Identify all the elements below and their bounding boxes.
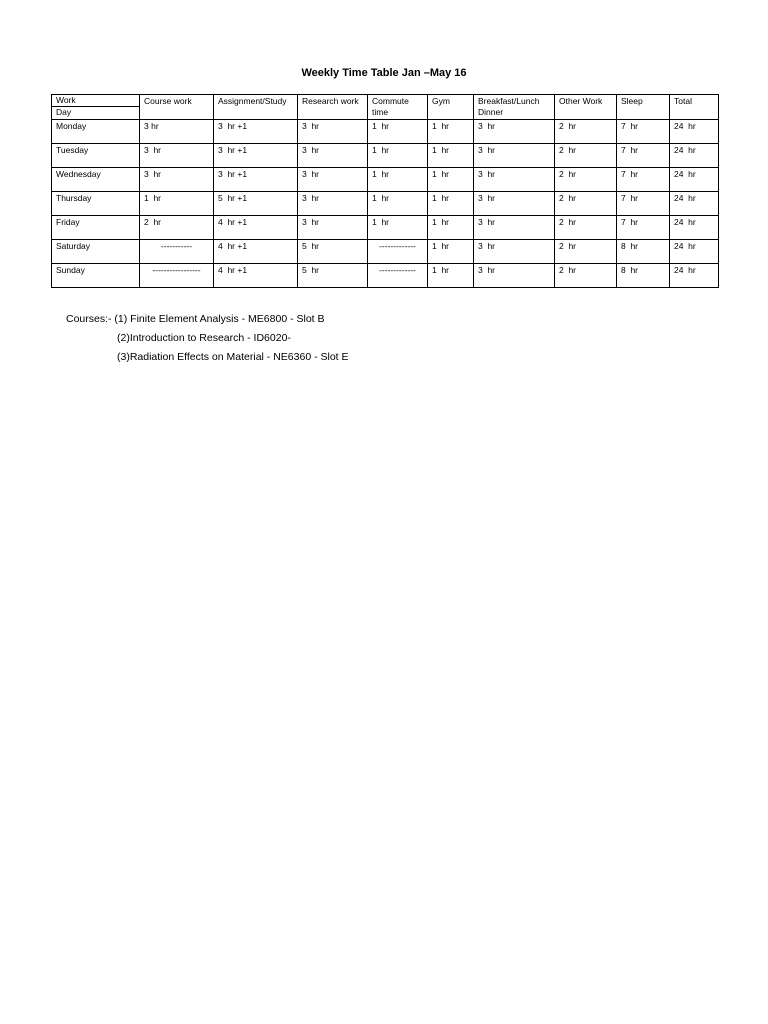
- table-cell: 3 hr: [474, 216, 555, 240]
- table-cell: 1 hr: [368, 168, 428, 192]
- table-row: [52, 144, 719, 168]
- table-cell: 3 hr: [298, 216, 368, 240]
- table-cell: 5 hr +1: [214, 192, 298, 216]
- table-cell: 1 hr: [140, 192, 214, 216]
- day-cell: Sunday: [52, 264, 140, 288]
- table-row: [52, 264, 719, 288]
- table-cell: 8 hr: [617, 264, 670, 288]
- table-cell: 7 hr: [617, 168, 670, 192]
- table-cell: 8 hr: [617, 240, 670, 264]
- table-cell: -------------: [368, 264, 428, 288]
- table-cell: 1 hr: [428, 264, 474, 288]
- table-cell: 24 hr: [670, 216, 719, 240]
- table-cell: 1 hr: [428, 144, 474, 168]
- table-cell: 24 hr: [670, 120, 719, 144]
- table-cell: -------------: [368, 240, 428, 264]
- work-header-label: Work: [52, 95, 139, 107]
- table-cell: 24 hr: [670, 264, 719, 288]
- table-cell: 3 hr: [140, 120, 214, 144]
- table-cell: 7 hr: [617, 216, 670, 240]
- day-cell: Saturday: [52, 240, 140, 264]
- day-cell: Wednesday: [52, 168, 140, 192]
- table-cell: 3 hr: [474, 168, 555, 192]
- day-cell: Thursday: [52, 192, 140, 216]
- table-cell: 3 hr: [474, 240, 555, 264]
- table-cell: 3 hr: [474, 120, 555, 144]
- timetable: [51, 94, 719, 288]
- table-row: [52, 216, 719, 240]
- table-cell: 2 hr: [555, 120, 617, 144]
- column-header: Research work: [298, 95, 368, 120]
- course-line-1: Courses:- (1) Finite Element Analysis - ME6800 - Slot B: [66, 313, 325, 325]
- table-cell: 2 hr: [555, 240, 617, 264]
- table-cell: 24 hr: [670, 144, 719, 168]
- table-row: [52, 120, 719, 144]
- table-cell: 3 hr +1: [214, 144, 298, 168]
- table-cell: 1 hr: [368, 144, 428, 168]
- day-cell: Tuesday: [52, 144, 140, 168]
- table-cell: 2 hr: [555, 264, 617, 288]
- course-line-3: (3)Radiation Effects on Material - NE6360 - Slot E: [117, 351, 349, 363]
- table-cell: 4 hr +1: [214, 216, 298, 240]
- table-cell: 2 hr: [555, 168, 617, 192]
- table-row: [52, 168, 719, 192]
- table-cell: 7 hr: [617, 120, 670, 144]
- table-cell: 3 hr: [474, 264, 555, 288]
- table-cell: 3 hr: [298, 144, 368, 168]
- table-cell: 3 hr: [140, 144, 214, 168]
- table-cell: 24 hr: [670, 192, 719, 216]
- table-cell: 3 hr: [298, 192, 368, 216]
- table-cell: 7 hr: [617, 192, 670, 216]
- table-cell: 1 hr: [428, 240, 474, 264]
- table-cell: 1 hr: [428, 120, 474, 144]
- table-cell: 3 hr +1: [214, 168, 298, 192]
- table-cell: 2 hr: [555, 192, 617, 216]
- table-cell: 5 hr: [298, 264, 368, 288]
- column-header: Gym: [428, 95, 474, 120]
- column-header: Course work: [140, 95, 214, 120]
- table-cell: 3 hr: [298, 168, 368, 192]
- column-header: Other Work: [555, 95, 617, 120]
- table-cell: 3 hr +1: [214, 120, 298, 144]
- table-cell: 3 hr: [474, 192, 555, 216]
- column-header: Total: [670, 95, 719, 120]
- table-cell: 4 hr +1: [214, 240, 298, 264]
- table-cell: 24 hr: [670, 168, 719, 192]
- table-cell: 2 hr: [555, 144, 617, 168]
- table-cell: 5 hr: [298, 240, 368, 264]
- table-cell: 2 hr: [140, 216, 214, 240]
- header-row: [52, 95, 719, 120]
- table-cell: 24 hr: [670, 240, 719, 264]
- table-cell: 1 hr: [368, 120, 428, 144]
- table-cell: 3 hr: [298, 120, 368, 144]
- day-cell: Monday: [52, 120, 140, 144]
- table-cell: 3 hr: [474, 144, 555, 168]
- column-header: Sleep: [617, 95, 670, 120]
- table-cell: -----------------: [140, 264, 214, 288]
- table-cell: 1 hr: [428, 168, 474, 192]
- table-cell: 1 hr: [368, 216, 428, 240]
- column-header: Breakfast/Lunch Dinner: [474, 95, 555, 120]
- table-cell: -----------: [140, 240, 214, 264]
- day-header-label: Day: [56, 107, 72, 117]
- table-cell: 1 hr: [428, 216, 474, 240]
- table-row: [52, 192, 719, 216]
- page-title: Weekly Time Table Jan –May 16: [301, 67, 467, 79]
- table-cell: 1 hr: [428, 192, 474, 216]
- courses-list: [66, 310, 349, 367]
- table-cell: 3 hr: [140, 168, 214, 192]
- table-row: [52, 240, 719, 264]
- table-cell: 2 hr: [555, 216, 617, 240]
- column-header: Assignment/Study: [214, 95, 298, 120]
- work-day-header-cell: [52, 95, 140, 120]
- table-cell: 7 hr: [617, 144, 670, 168]
- table-cell: 1 hr: [368, 192, 428, 216]
- table-cell: 4 hr +1: [214, 264, 298, 288]
- day-cell: Friday: [52, 216, 140, 240]
- course-line-2: (2)Introduction to Research - ID6020-: [117, 332, 291, 344]
- column-header: Commute time: [368, 95, 428, 120]
